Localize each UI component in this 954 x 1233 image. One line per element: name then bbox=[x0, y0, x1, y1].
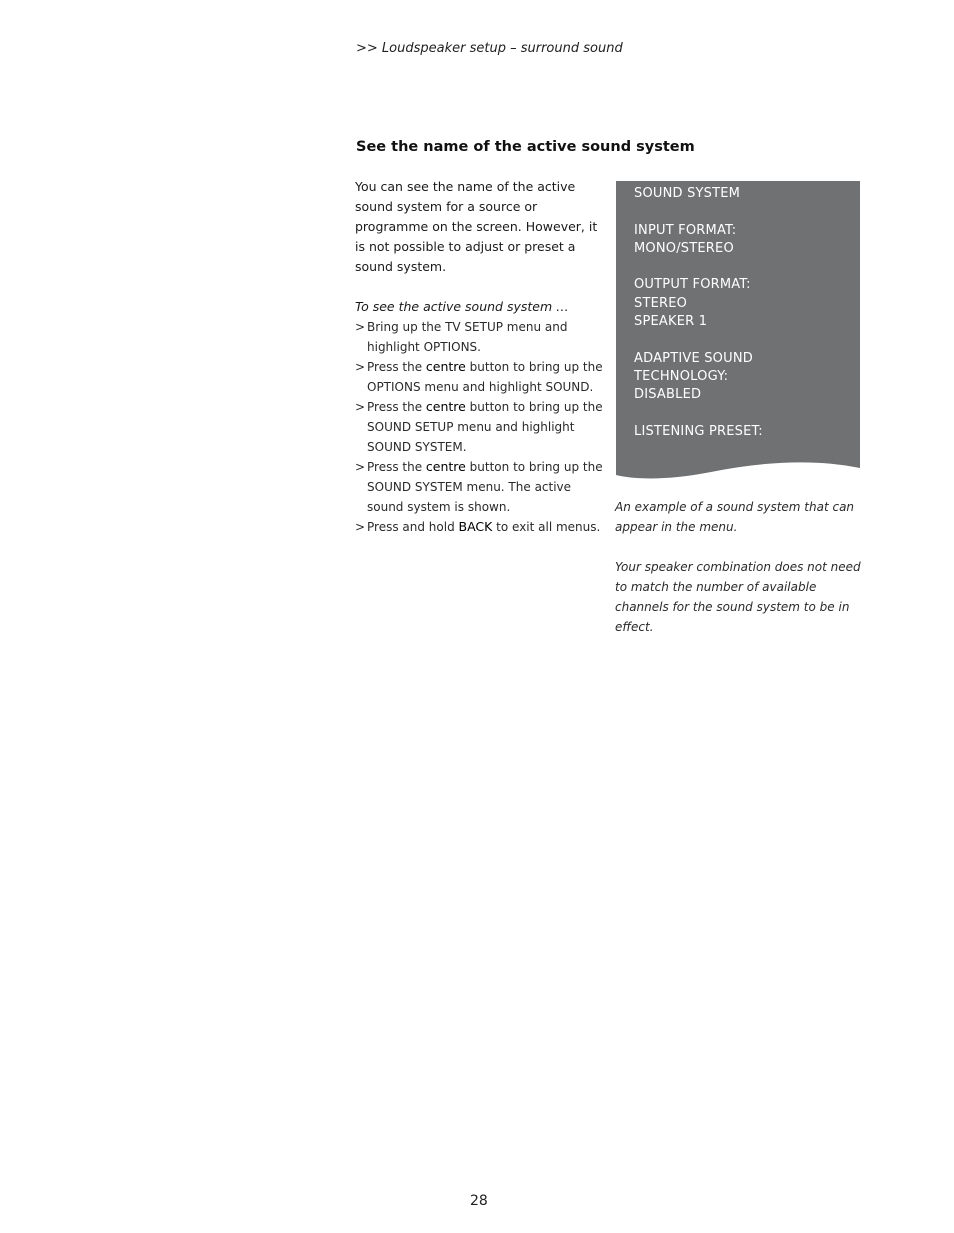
breadcrumb: >> Loudspeaker setup – surround sound bbox=[356, 41, 623, 56]
step-keyword: centre bbox=[425, 459, 466, 474]
menu-line: MONO/STEREO bbox=[634, 240, 734, 256]
illustration-caption bbox=[615, 497, 865, 657]
caption-paragraph: An example of a sound system that can appear in the menu. bbox=[615, 500, 855, 534]
step-keyword: centre bbox=[425, 399, 466, 414]
menu-lines bbox=[634, 185, 763, 441]
step-text-after: button to bring up the OPTIONS menu and highlight SOUND. bbox=[367, 360, 603, 394]
step-marker: > bbox=[355, 520, 366, 534]
menu-line: STEREO bbox=[634, 295, 688, 311]
step-item bbox=[355, 517, 605, 537]
steps-list bbox=[355, 317, 605, 537]
menu-line: TECHNOLOGY: bbox=[634, 368, 729, 384]
step-text: Bring up the TV SETUP menu and highlight OPTIONS. bbox=[367, 320, 568, 354]
intro-paragraph: You can see the name of the active sound system for a source or programme on the screen. However, it is not possible to adjust or preset a sound system. bbox=[355, 179, 598, 274]
instructions-title: To see the active sound system … bbox=[355, 299, 569, 314]
step-marker: > bbox=[355, 460, 366, 474]
caption-paragraph: Your speaker combination does not need to match the number of available channels for the sound system to be in effect. bbox=[615, 560, 861, 634]
menu-line: OUTPUT FORMAT: bbox=[634, 277, 751, 293]
step-text: Press the bbox=[367, 460, 426, 474]
menu-line: SOUND SYSTEM bbox=[634, 186, 741, 201]
step-keyword: BACK bbox=[458, 519, 493, 534]
step-text: Press and hold bbox=[367, 520, 459, 534]
step-marker: > bbox=[355, 360, 366, 374]
step-text-after: button to bring up the SOUND SETUP menu and highlight SOUND SYSTEM. bbox=[367, 400, 603, 454]
step-item bbox=[355, 397, 605, 457]
step-text: Press the bbox=[367, 360, 426, 374]
menu-line-spacer bbox=[634, 331, 763, 349]
menu-line: DISABLED bbox=[634, 387, 702, 403]
step-marker: > bbox=[355, 400, 366, 414]
step-keyword: centre bbox=[425, 359, 466, 374]
section-title: See the name of the active sound system bbox=[356, 139, 695, 155]
menu-line: ADAPTIVE SOUND bbox=[634, 350, 753, 366]
step-text-after: button to bring up the SOUND SYSTEM menu. The active sound system is shown. bbox=[367, 460, 603, 514]
menu-line-spacer bbox=[634, 258, 763, 276]
step-text: Press the bbox=[367, 400, 426, 414]
sound-system-menu-illustration bbox=[616, 181, 860, 481]
instructions-column bbox=[355, 177, 605, 537]
step-item bbox=[355, 457, 605, 517]
step-item bbox=[355, 357, 605, 397]
menu-line-spacer bbox=[634, 405, 763, 423]
menu-line: SPEAKER 1 bbox=[634, 314, 708, 330]
step-text-after: to exit all menus. bbox=[492, 520, 601, 534]
menu-line: LISTENING PRESET: bbox=[634, 423, 763, 439]
page-number: 28 bbox=[470, 1193, 488, 1209]
step-item bbox=[355, 317, 605, 357]
menu-line-spacer bbox=[634, 203, 763, 221]
step-marker: > bbox=[355, 320, 366, 334]
menu-line: INPUT FORMAT: bbox=[634, 222, 737, 238]
